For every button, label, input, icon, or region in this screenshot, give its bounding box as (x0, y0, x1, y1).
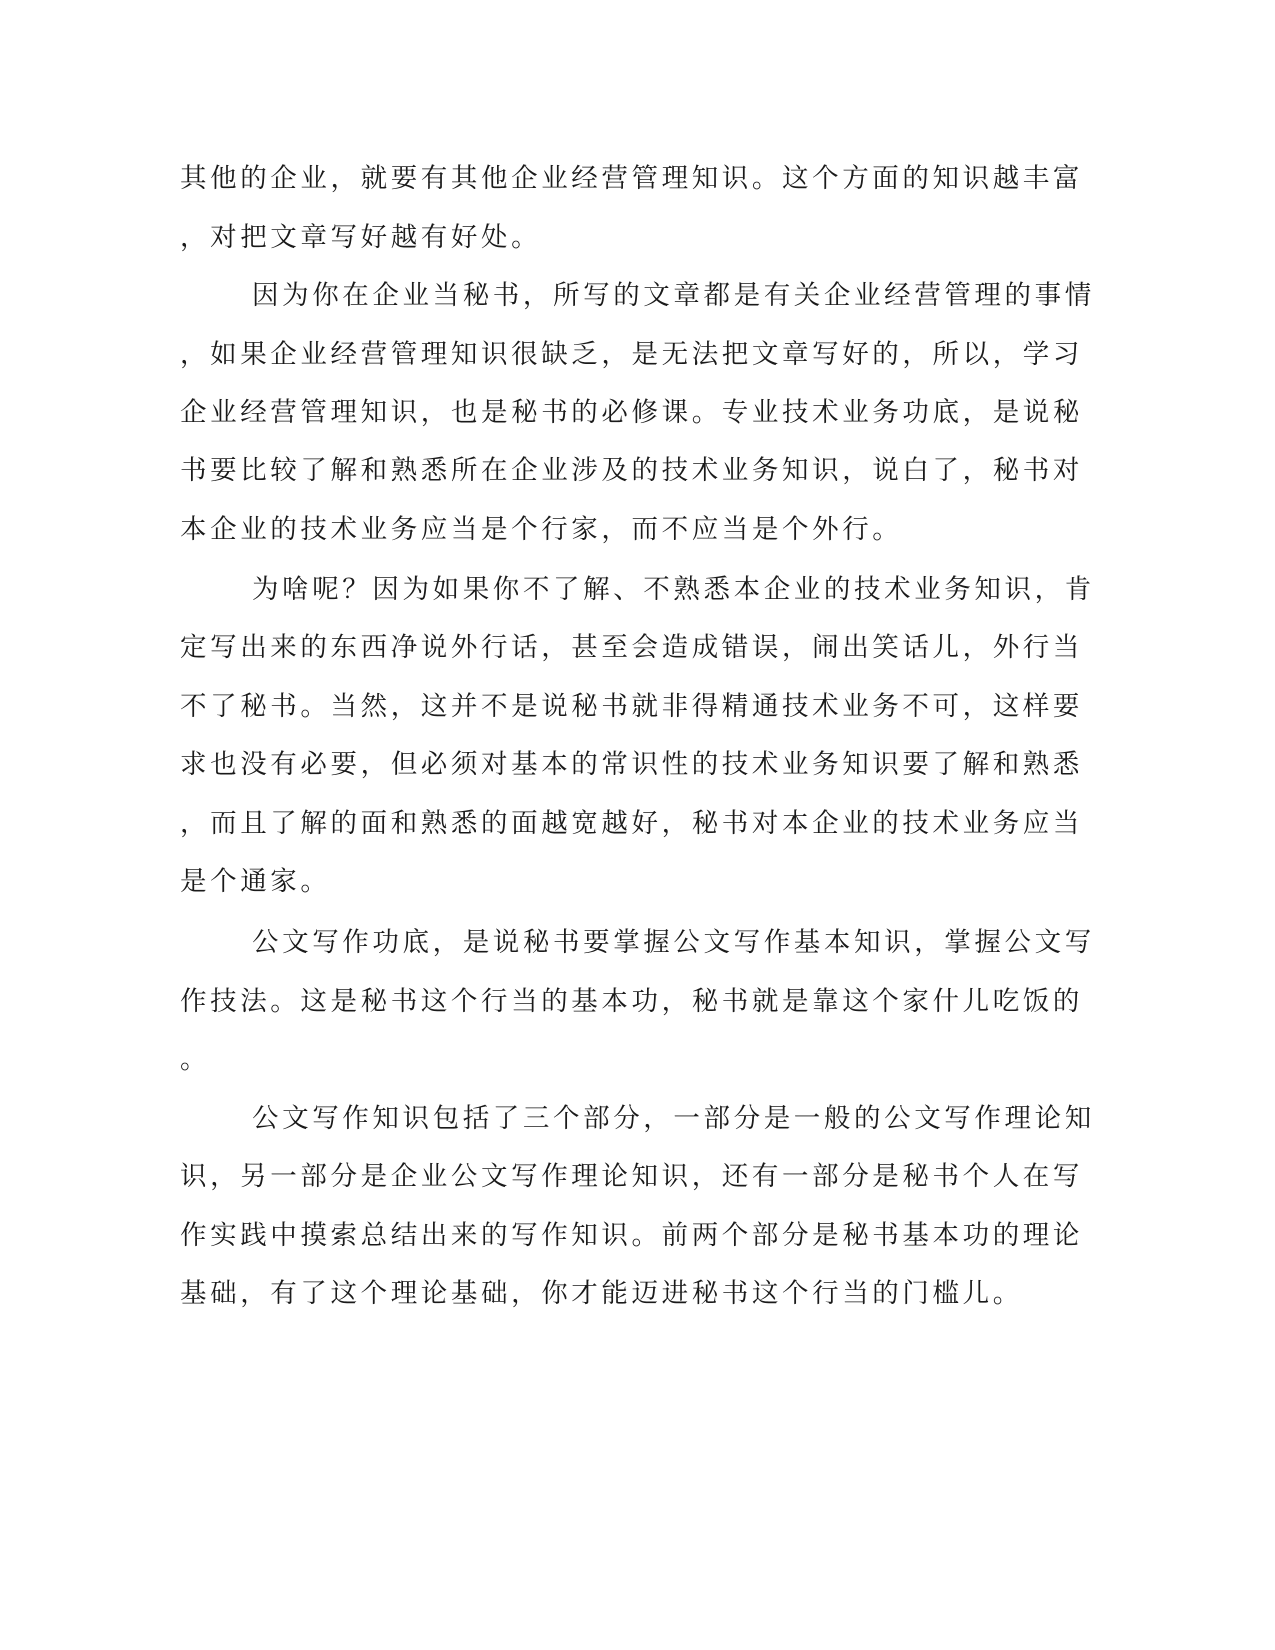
text-line: 求也没有必要，但必须对基本的常识性的技术业务知识要了解和熟悉 (180, 749, 1083, 780)
text-line: 作实践中摸索总结出来的写作知识。前两个部分是秘书基本功的理论 (180, 1220, 1083, 1251)
paragraph-first-line: 公文写作知识包括了三个部分，一部分是一般的公文写作理论知 (252, 1103, 1095, 1134)
text-line: 。 (180, 1044, 211, 1075)
text-line: 基础，有了这个理论基础，你才能迈进秘书这个行当的门槛儿。 (180, 1278, 1023, 1309)
text-line: ，如果企业经营管理知识很缺乏，是无法把文章写好的，所以，学习 (180, 339, 1083, 370)
text-line: ，而且了解的面和熟悉的面越宽越好，秘书对本企业的技术业务应当 (180, 808, 1083, 839)
text-line: 作技法。这是秘书这个行当的基本功，秘书就是靠这个家什儿吃饭的 (180, 986, 1083, 1017)
text-line: 不了秘书。当然，这并不是说秘书就非得精通技术业务不可，这样要 (180, 691, 1083, 722)
paragraph-first-line: 为啥呢？因为如果你不了解、不熟悉本企业的技术业务知识，肯 (252, 574, 1095, 605)
text-line: 书要比较了解和熟悉所在企业涉及的技术业务知识，说白了，秘书对 (180, 455, 1083, 486)
text-line: 企业经营管理知识，也是秘书的必修课。专业技术业务功底，是说秘 (180, 397, 1083, 428)
text-line: 是个通家。 (180, 866, 331, 897)
text-line: 定写出来的东西净说外行话，甚至会造成错误，闹出笑话儿，外行当 (180, 632, 1083, 663)
paragraph-first-line: 公文写作功底，是说秘书要掌握公文写作基本知识，掌握公文写 (252, 927, 1095, 958)
text-line: 本企业的技术业务应当是个行家，而不应当是个外行。 (180, 514, 903, 545)
text-line: 其他的企业，就要有其他企业经营管理知识。这个方面的知识越丰富 (180, 163, 1083, 194)
text-line: ，对把文章写好越有好处。 (180, 222, 542, 253)
paragraph-first-line: 因为你在企业当秘书，所写的文章都是有关企业经营管理的事情 (252, 280, 1095, 311)
text-line: 识，另一部分是企业公文写作理论知识，还有一部分是秘书个人在写 (180, 1161, 1083, 1192)
